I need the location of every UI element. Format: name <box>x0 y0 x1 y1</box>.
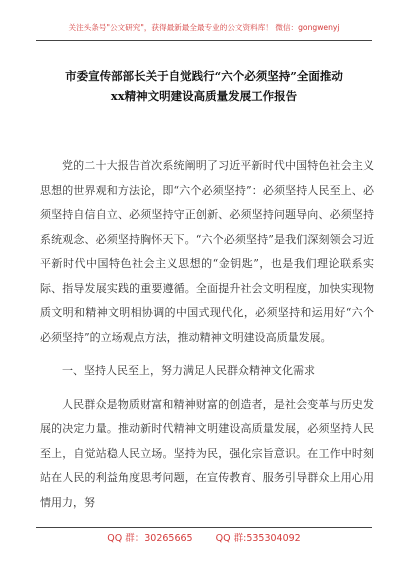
document-title <box>30 66 378 106</box>
header-banner: 关注头条号"公文研究"，获得最新最全最专业的公文资料库！ 微信：gongwenyj <box>36 22 372 41</box>
footer-contacts <box>36 527 372 544</box>
document-body <box>40 154 374 515</box>
footer-qq-2: QQ 群:535304092 <box>215 533 301 544</box>
footer-qq-1: QQ 群：30265665 <box>107 533 193 544</box>
title-line-1: 市委宣传部部长关于自觉践行“六个必须坚持”全面推动 <box>65 69 343 83</box>
section-paragraph: 人民群众是物质财富和精神财富的创造者，是社会变革与历史发展的决定力量。推动新时代精神文明建设高质量发展，必须坚持人民至上，自觉站稳人民立场。坚持为民，强化宗旨意识。在工作中时刻站在人民的利益角度思考问题，在宣传教育、服务引导群众上用心用情用力，努 <box>40 397 374 509</box>
intro-paragraph: 党的二十大报告首次系统阐明了习近平新时代中国特色社会主义思想的世界观和方法论，即“六个必须坚持”：必须坚持人民至上、必须坚持自信自立、必须坚持守正创新、必须坚持问题导向、必须坚持系统观念、必须坚持胸怀天下。“六个必须坚持”是我们深刻领会习近平新时代中国特色社会主义思想的“金钥匙”，也是我们理论联系实际、指导发展实践的重要遵循。全面提升社会文明程度，加快实现物质文明和精神文明相协调的中国式现代化，必须坚持和运用好“六个必须坚持”的立场观点方法，推动精神文明建设高质量发展。 <box>40 159 374 344</box>
title-line-2: xx精神文明建设高质量发展工作报告 <box>110 89 298 103</box>
section-heading: 一、坚持人民至上，努力满足人民群众精神文化需求 <box>62 364 315 377</box>
